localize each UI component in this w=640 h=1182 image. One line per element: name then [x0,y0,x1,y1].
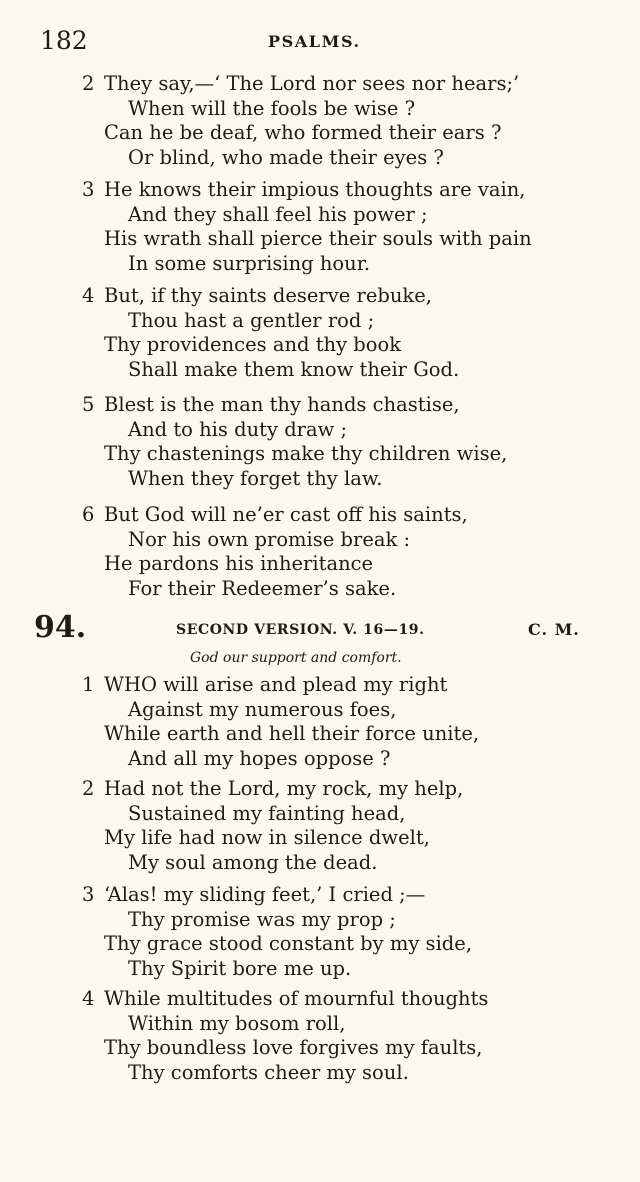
verse-line: My life had now in silence dwelt, [104,826,430,849]
verse-line: But God will ne’er cast off his saints, [104,503,468,526]
stanza [0,673,640,771]
verse-line: In some surprising hour. [128,251,371,275]
running-head: PSALMS. [268,32,361,51]
stanza [0,284,640,382]
verse-line-row [0,1036,640,1061]
verse-line: Thy boundless love forgives my faults, [104,1036,483,1059]
verse-line: Shall make them know their God. [128,357,460,381]
stanza [0,883,640,981]
verse-line-row [0,178,640,203]
verse-line-row [0,957,640,982]
verse-line-row [0,851,640,876]
stanza-number: 3 [82,178,95,201]
verse-line: Thy providences and thy book [104,333,402,356]
stanza [0,178,640,276]
stanza-number: 5 [82,393,95,416]
verse-line-row [0,698,640,723]
verse-line-row [0,284,640,309]
verse-line: Within my bosom roll, [128,1011,346,1035]
verse-line-row [0,252,640,277]
verse-line: While earth and hell their force unite, [104,722,480,745]
verse-line: Thy Spirit bore me up. [128,956,352,980]
verse-line-row [0,467,640,492]
verse-line: For their Redeemer’s sake. [128,576,397,600]
stanza [0,987,640,1085]
verse-line-row [0,747,640,772]
stanza [0,393,640,491]
verse-line: Thy promise was my prop ; [128,907,396,931]
verse-line: His wrath shall pierce their souls with pain [104,227,532,250]
verse-line: Can he be deaf, who formed their ears ? [104,121,502,144]
verse-line: And all my hopes oppose ? [128,746,391,770]
verse-line-row [0,883,640,908]
verse-line: But, if thy saints deserve rebuke, [104,284,432,307]
verse-line-row [0,503,640,528]
verse-line: ‘Alas! my sliding feet,’ I cried ;— [104,883,426,906]
verse-line: Against my numerous foes, [128,697,397,721]
verse-line-row [0,442,640,467]
verse-line: When they forget thy law. [128,466,383,490]
verse-line-row [0,777,640,802]
verse-line: While multitudes of mournful thoughts [104,987,489,1010]
verse-line-row [0,577,640,602]
verse-line: Blest is the man thy hands chastise, [104,393,460,416]
verse-line: He knows their impious thoughts are vain, [104,178,526,201]
verse-line-row [0,552,640,577]
stanza-number: 2 [82,72,95,95]
verse-line: He pardons his inheritance [104,552,374,575]
verse-line-row [0,393,640,418]
stanza [0,503,640,601]
verse-line: When will the fools be wise ? [128,96,416,120]
verse-line-row [0,72,640,97]
verse-line: Or blind, who made their eyes ? [128,145,444,169]
page-header [0,26,640,56]
verse-line: WHO will arise and plead my right [104,673,448,696]
verse-line: And to his duty draw ; [128,417,348,441]
verse-line: They say,—‘ The Lord nor sees nor hears;’ [104,72,520,95]
stanza-number: 6 [82,503,95,526]
psalm-subtitle-text: God our support and comfort. [190,650,402,666]
verse-line: And they shall feel his power ; [128,202,428,226]
verse-line-row [0,333,640,358]
stanza-number: 4 [82,987,95,1010]
stanza [0,72,640,170]
verse-line-row [0,722,640,747]
verse-line-row [0,932,640,957]
stanza-number: 4 [82,284,95,307]
stanza-number: 3 [82,883,95,906]
verse-line-row [0,908,640,933]
verse-line-row [0,1012,640,1037]
page-number: 182 [40,26,88,55]
psalm-version: SECOND VERSION. V. 16—19. [176,622,425,638]
verse-line: My soul among the dead. [128,850,378,874]
stanza-number: 1 [82,673,95,696]
verse-line-row [0,309,640,334]
verse-line-row [0,418,640,443]
verse-line-row [0,358,640,383]
verse-line: Thy grace stood constant by my side, [104,932,473,955]
verse-line-row [0,227,640,252]
verse-line: Thy comforts cheer my soul. [128,1060,409,1084]
psalm-number: 94. [34,610,87,645]
verse-line-row [0,146,640,171]
verse-line-row [0,673,640,698]
verse-line: Nor his own promise break : [128,527,411,551]
verse-line-row [0,528,640,553]
verse-line-row [0,121,640,146]
stanza-number: 2 [82,777,95,800]
verse-line-row [0,1061,640,1086]
verse-line-row [0,987,640,1012]
verse-line-row [0,203,640,228]
verse-line: Had not the Lord, my rock, my help, [104,777,464,800]
verse-line-row [0,802,640,827]
verse-line: Sustained my fainting head, [128,801,406,825]
psalm-meter: C. M. [528,620,580,639]
verse-line-row [0,826,640,851]
verse-line-row [0,97,640,122]
verse-line: Thou hast a gentler rod ; [128,308,375,332]
verse-line: Thy chastenings make thy children wise, [104,442,508,465]
stanza [0,777,640,875]
